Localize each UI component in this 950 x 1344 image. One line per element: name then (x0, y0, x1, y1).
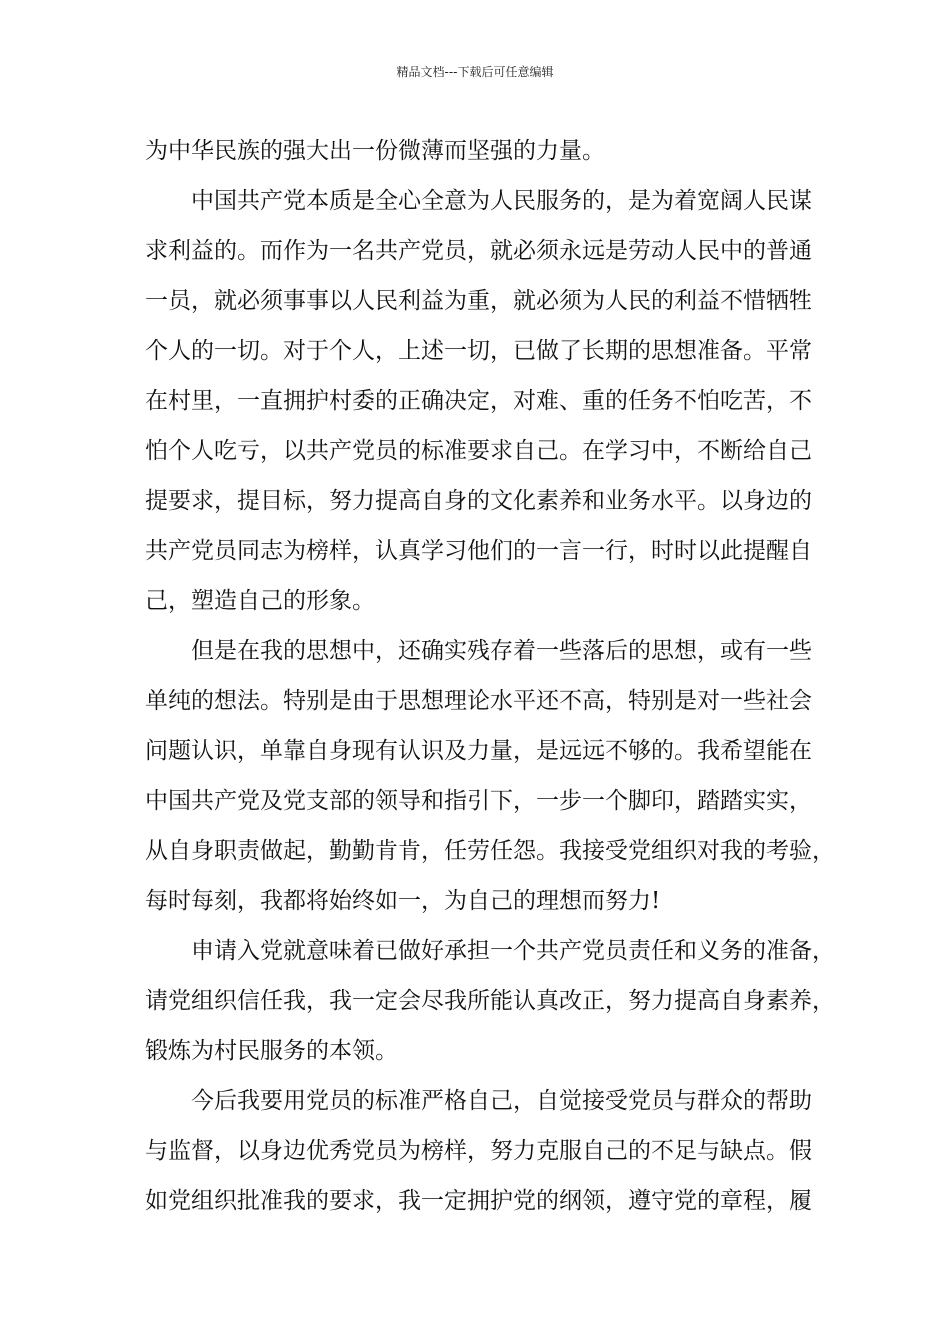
body-line: 一员，就必须事事以人民利益为重，就必须为人民的利益不惜牺牲 (145, 288, 812, 314)
body-line: 为中华民族的强大出一份微薄而坚强的力量。 (145, 138, 605, 164)
body-line: 与监督，以身边优秀党员为榜样，努力克服自己的不足与缺点。假 (145, 1138, 812, 1164)
body-line: 个人的一切。对于个人，上述一切，已做了长期的思想准备。平常 (145, 338, 812, 364)
body-line: 提要求，提目标，努力提高自身的文化素养和业务水平。以身边的 (145, 488, 812, 514)
body-line: 怕个人吃亏，以共产党员的标准要求自己。在学习中，不断给自己 (145, 438, 812, 464)
body-line: 请党组织信任我，我一定会尽我所能认真改正，努力提高自身素养， (145, 988, 835, 1014)
body-line: 中国共产党及党支部的领导和指引下，一步一个脚印，踏踏实实， (145, 788, 812, 814)
body-line: 锻炼为村民服务的本领。 (145, 1038, 398, 1064)
document-body (145, 126, 835, 1226)
body-line: 单纯的想法。特别是由于思想理论水平还不高，特别是对一些社会 (145, 688, 812, 714)
page-header: 精品文档---下载后可任意编辑 (396, 65, 554, 79)
body-line: 共产党员同志为榜样，认真学习他们的一言一行，时时以此提醒自 (145, 538, 812, 564)
body-line: 求利益的。而作为一名共产党员，就必须永远是劳动人民中的普通 (145, 238, 812, 264)
body-line: 但是在我的思想中，还确实残存着一些落后的思想，或有一些 (191, 638, 812, 664)
body-line: 问题认识，单靠自身现有认识及力量，是远远不够的。我希望能在 (145, 738, 812, 764)
body-line: 如党组织批准我的要求，我一定拥护党的纲领，遵守党的章程，履 (145, 1188, 812, 1214)
body-line: 每时每刻，我都将始终如一，为自己的理想而努力! (145, 888, 661, 914)
body-line: 从自身职责做起，勤勤肯肯，任劳任怨。我接受党组织对我的考验， (145, 838, 835, 864)
body-line: 今后我要用党员的标准严格自己，自觉接受党员与群众的帮助 (191, 1088, 812, 1114)
body-line: 申请入党就意味着已做好承担一个共产党员责任和义务的准备， (191, 938, 835, 964)
body-line: 己，塑造自己的形象。 (145, 588, 375, 614)
body-line: 在村里，一直拥护村委的正确决定，对难、重的任务不怕吃苦，不 (145, 388, 812, 414)
body-line: 中国共产党本质是全心全意为人民服务的，是为着宽阔人民谋 (191, 188, 812, 214)
